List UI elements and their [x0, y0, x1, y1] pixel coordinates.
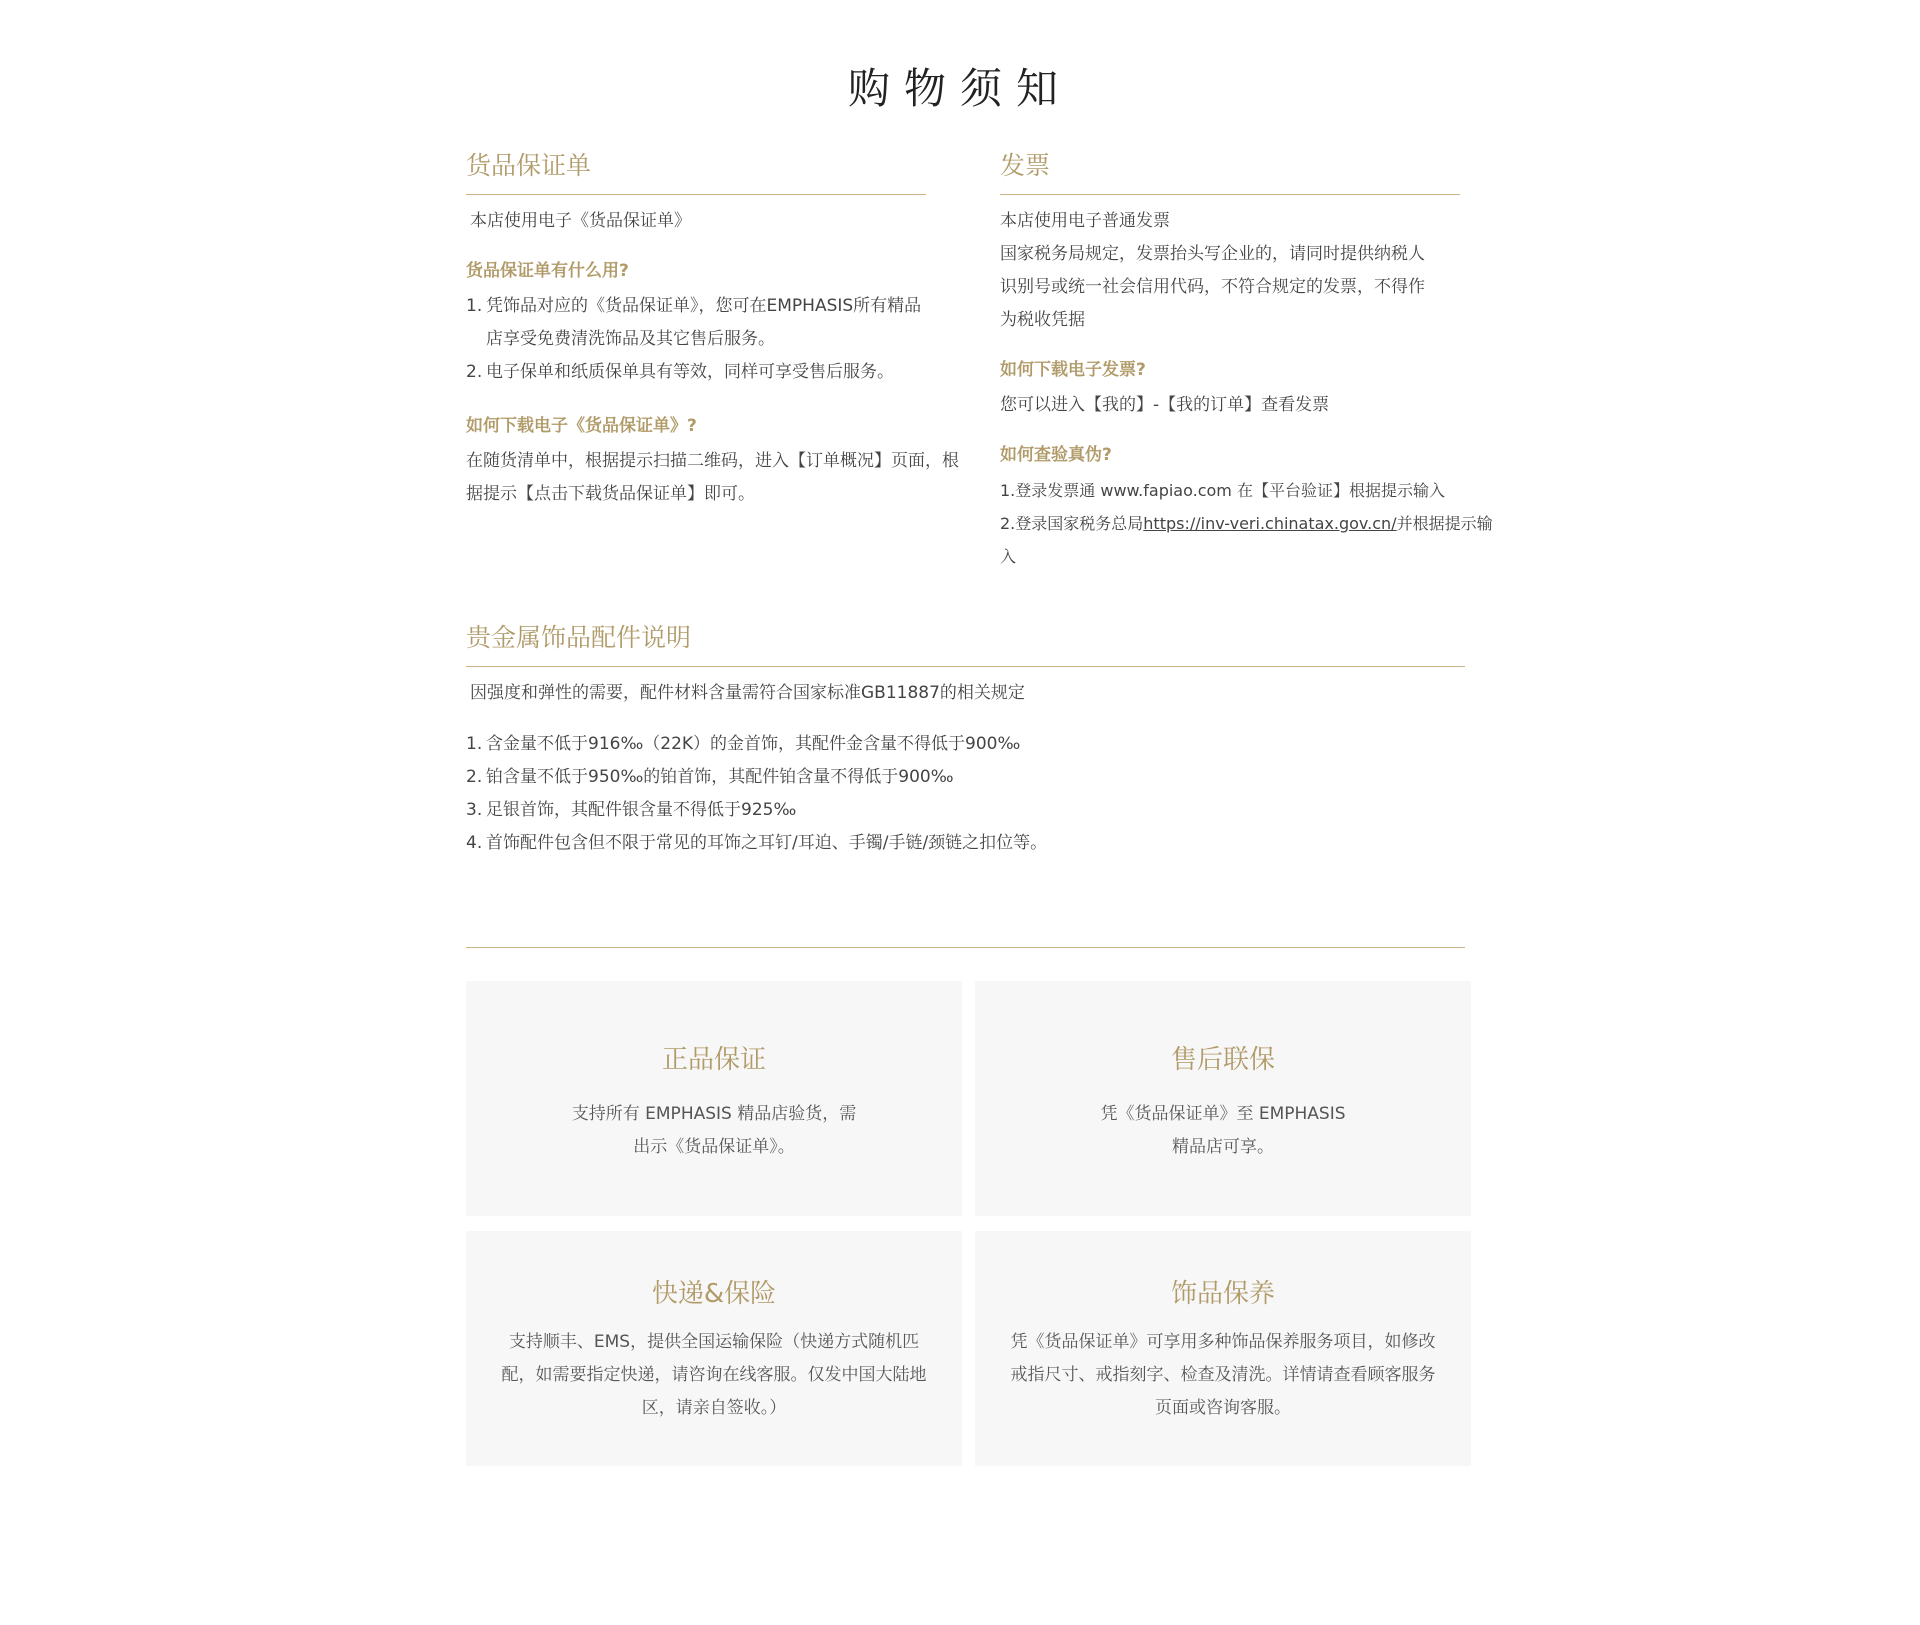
chinatax-verify-link[interactable]: https://inv-veri.chinatax.gov.cn/	[1143, 514, 1397, 533]
metal-heading: 贵金属饰品配件说明	[466, 622, 1465, 667]
service-card-shipping	[466, 1231, 962, 1466]
list-number: 2.	[466, 767, 483, 787]
section-divider	[466, 947, 1465, 948]
card-title: 饰品保养	[1170, 1279, 1275, 1309]
service-card-care	[975, 1231, 1471, 1466]
list-number: 3.	[466, 800, 483, 820]
card-title: 快递&保险	[651, 1279, 777, 1309]
invoice-question-download: 如何下载电子发票?	[1000, 360, 1146, 380]
page-title: 购物须知	[847, 64, 1072, 114]
invoice-verify-step-1	[1000, 474, 1500, 507]
verify-step-1-suffix: 在【平台验证】根据提示输入	[1236, 481, 1445, 500]
invoice-question-verify: 如何查验真伪?	[1000, 445, 1112, 465]
card-text: 支持所有 EMPHASIS 精品店验货，需出示《货品保证单》。	[571, 1104, 857, 1157]
card-text: 支持顺丰、EMS，提供全国运输保险（快递方式随机匹配，如需要指定快递，请咨询在线客服。仅发中国大陆地区，请亲自签收。）	[501, 1332, 927, 1418]
list-text: 铂含量不低于950‰的铂首饰，其配件铂含量不得低于900‰	[486, 767, 954, 787]
list-item	[466, 761, 1465, 794]
service-card-authentic	[466, 981, 962, 1216]
invoice-verify-step-2	[1000, 507, 1500, 573]
invoice-download-text: 您可以进入【我的】-【我的订单】查看发票	[1000, 395, 1330, 415]
list-item	[466, 827, 1465, 860]
verify-step-1-prefix: 1.登录发票通	[1000, 481, 1096, 500]
fapiao-site-link[interactable]: www.fapiao.com	[1100, 481, 1232, 500]
list-number: 1.	[466, 296, 483, 316]
list-text: 凭饰品对应的《货品保证单》，您可在EMPHASIS所有精品店享受免费清洗饰品及其它售后服务。	[486, 296, 922, 349]
invoice-heading: 发票	[1000, 150, 1460, 195]
list-number: 4.	[466, 833, 483, 853]
invoice-intro: 本店使用电子普通发票	[1000, 211, 1170, 231]
card-title: 正品保证	[661, 1045, 766, 1075]
list-item	[466, 794, 1465, 827]
list-text: 首饰配件包含但不限于常见的耳饰之耳钉/耳迫、手镯/手链/颈链之扣位等。	[486, 833, 1048, 853]
list-text: 足银首饰，其配件银含量不得低于925‰	[486, 800, 797, 820]
verify-step-2-suffix: 并根据提示输入	[1000, 514, 1493, 566]
list-text: 电子保单和纸质保单具有等效，同样可享受售后服务。	[486, 362, 894, 382]
card-text: 凭《货品保证单》至 EMPHASIS 精品店可享。	[1100, 1104, 1346, 1157]
warranty-question-use: 货品保证单有什么用?	[466, 261, 629, 281]
list-item	[466, 728, 1465, 761]
invoice-rule: 国家税务局规定，发票抬头写企业的，请同时提供纳税人识别号或统一社会信用代码，不符合规定的发票，不得作为税收凭据	[1000, 244, 1425, 330]
list-number: 1.	[466, 734, 483, 754]
card-text: 凭《货品保证单》可享用多种饰品保养服务项目，如修改戒指尺寸、戒指刻字、检查及清洗。详情请查看顾客服务页面或咨询客服。	[1010, 1332, 1436, 1418]
metal-intro: 因强度和弹性的需要，配件材料含量需符合国家标准GB11887的相关规定	[470, 683, 1025, 703]
list-item	[466, 290, 926, 356]
metal-section	[466, 622, 1465, 860]
warranty-heading: 货品保证单	[466, 150, 926, 195]
list-text: 含金量不低于916‰（22K）的金首饰，其配件金含量不得低于900‰	[486, 734, 1021, 754]
warranty-intro: 本店使用电子《货品保证单》	[470, 211, 691, 231]
metal-list	[466, 728, 1465, 860]
warranty-download-text: 在随货清单中，根据提示扫描二维码，进入【订单概况】页面，根据提示【点击下载货品保证单】即可。	[466, 451, 959, 504]
invoice-section	[1000, 150, 1500, 573]
list-number: 2.	[466, 362, 483, 382]
warranty-question-download: 如何下载电子《货品保证单》?	[466, 416, 697, 436]
card-title: 售后联保	[1170, 1045, 1275, 1075]
service-card-aftersales	[975, 981, 1471, 1216]
verify-step-2-prefix: 2.登录国家税务总局	[1000, 514, 1144, 533]
list-item	[466, 356, 926, 389]
warranty-section	[466, 150, 959, 511]
